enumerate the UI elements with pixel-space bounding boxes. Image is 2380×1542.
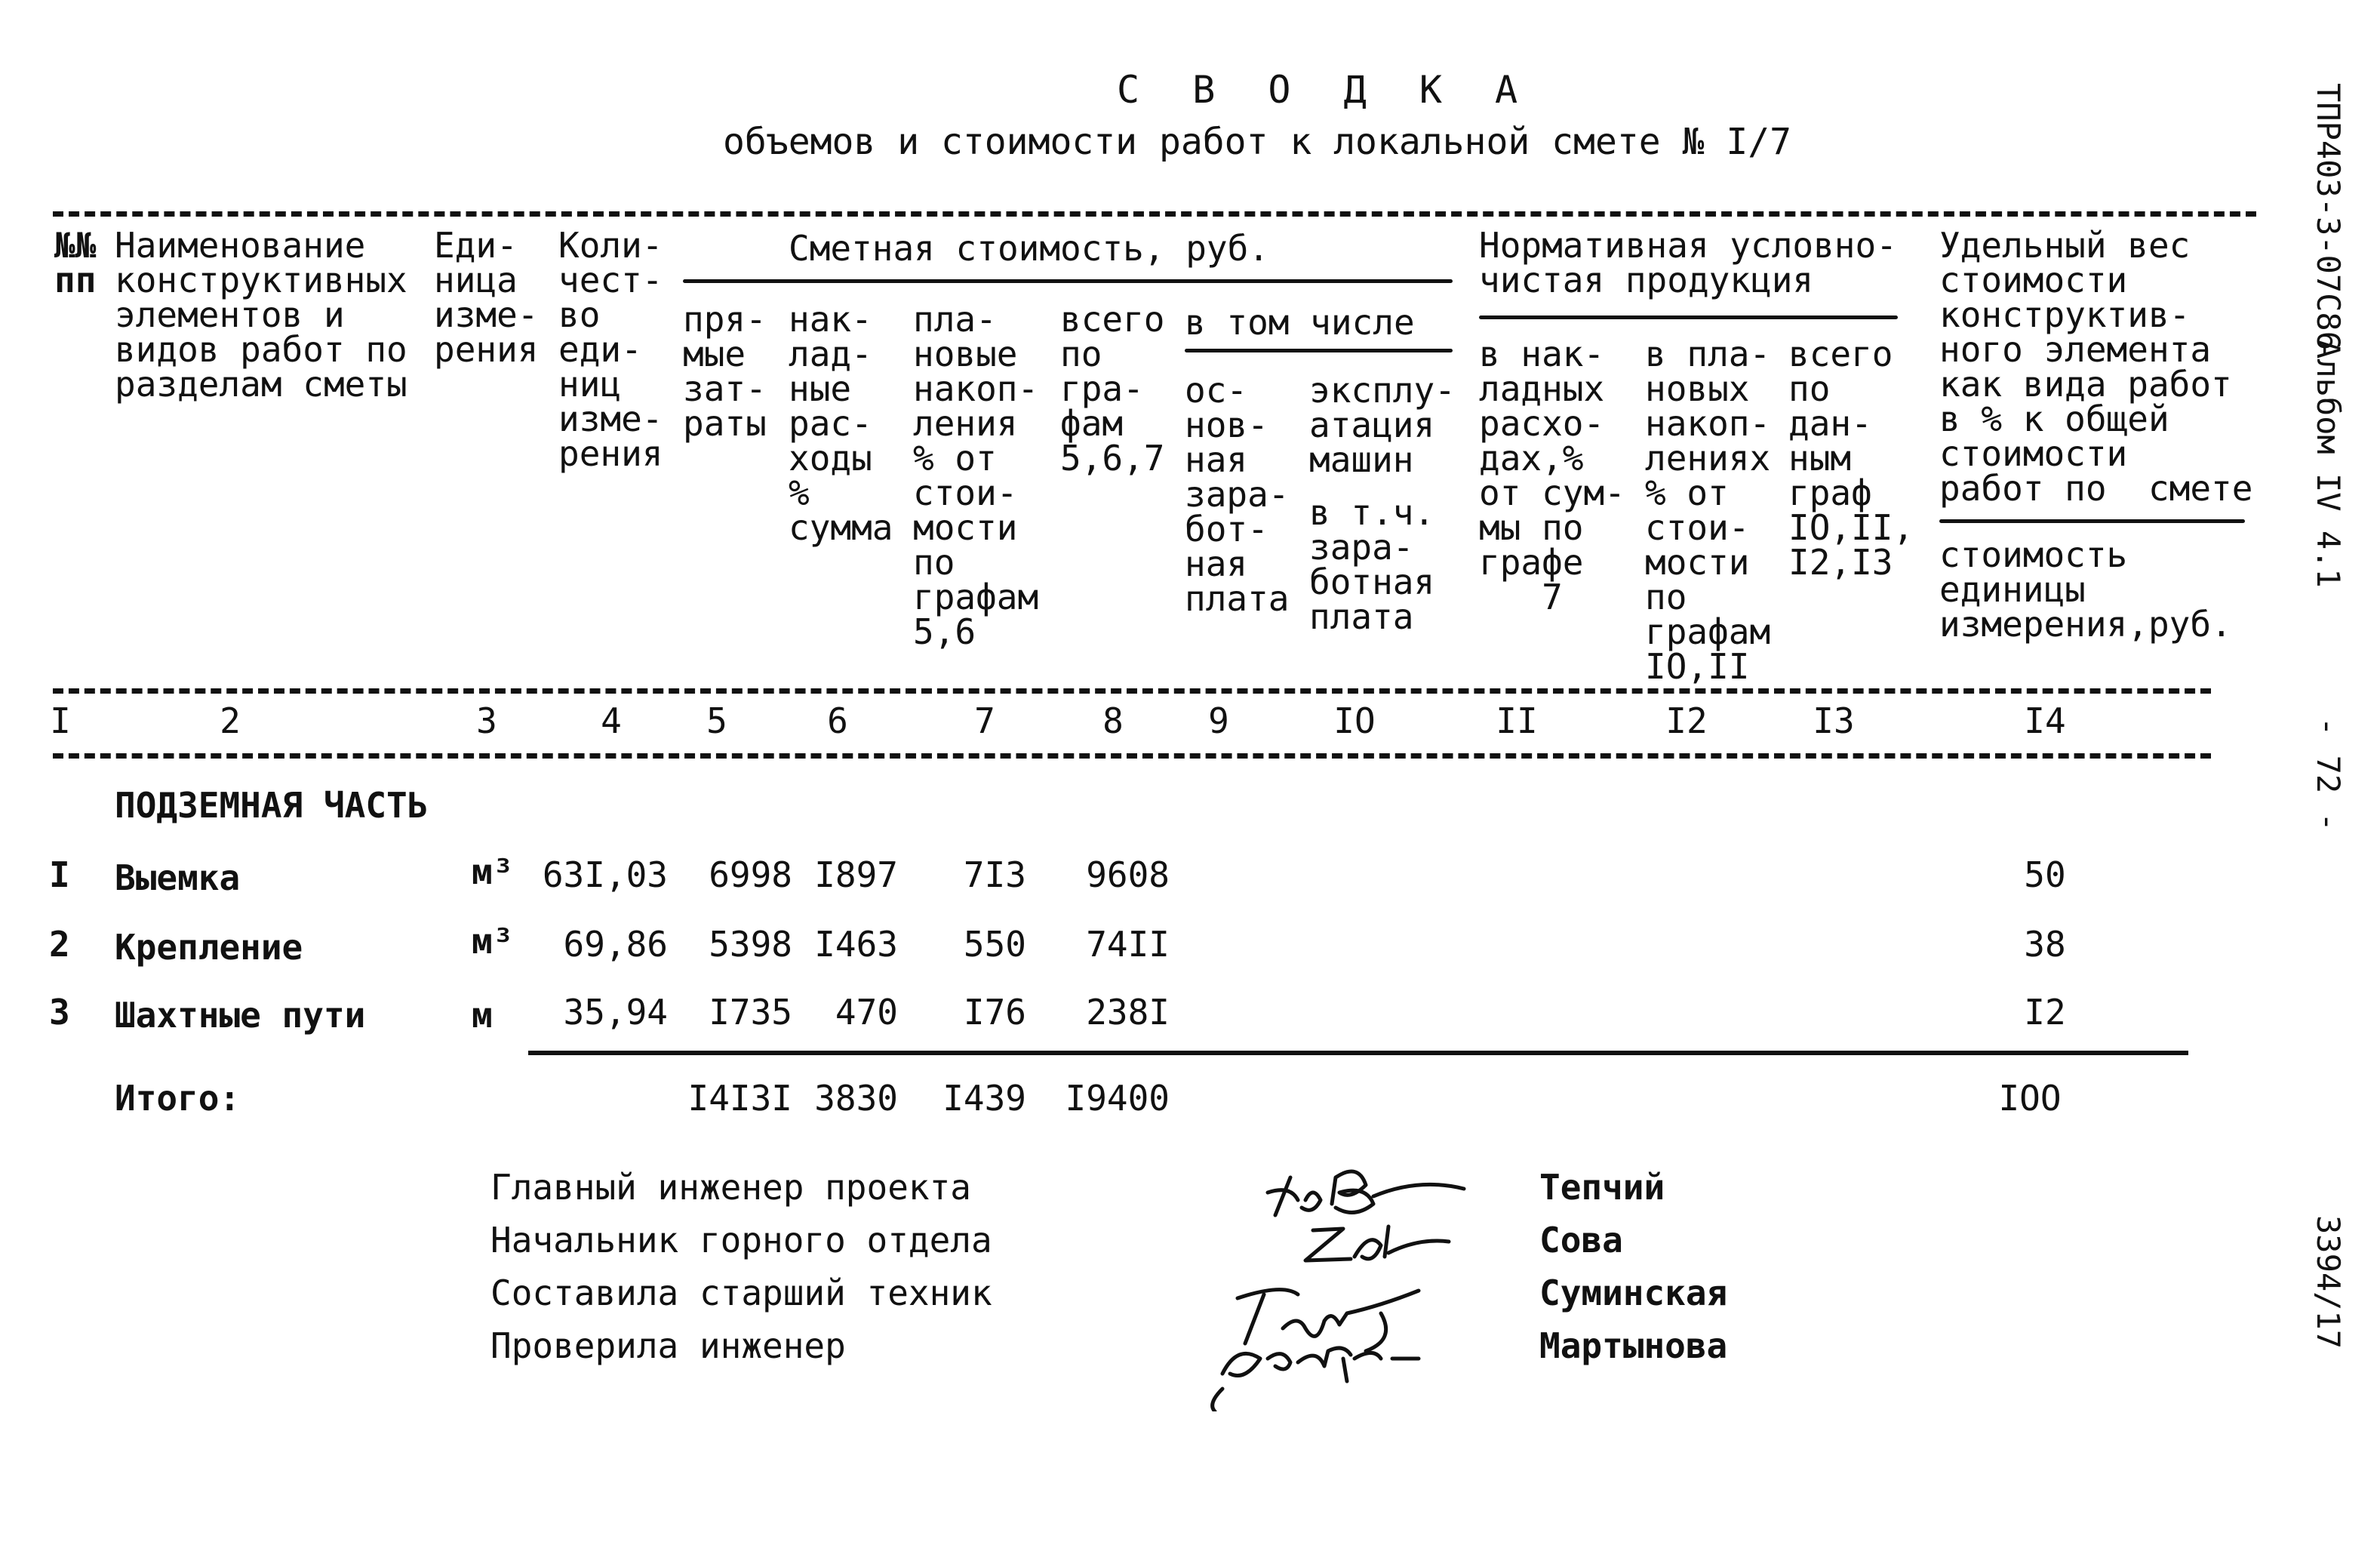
signature-name: Суминская [1539,1273,1728,1313]
row-direct-costs: 6998 [709,854,792,895]
row-direct-costs: I735 [709,992,792,1033]
totals-share: IOO [1998,1078,2062,1119]
header-col-direct-costs: пря- мые зат- раты [683,299,767,444]
totals-rule [528,1051,2188,1055]
column-number: I3 [1813,700,1855,741]
row-direct-costs: 5398 [709,924,792,965]
header-col-name: Наименование конструктивных элементов и видов работ по разделам сметы [115,225,407,405]
side-inventory-number: 3394/17 [2310,1215,2347,1350]
header-share-underline [1939,519,2245,523]
header-col-planned-savings: пла- новые накоп- ления % от стои- мости по графам 5,6 [913,299,1039,652]
header-col-basic-wages: ос- нов- ная зара- бот- ная плата [1185,370,1290,619]
document-subtitle: объемов и стоимости работ к локальной смете № I/7 [723,121,1792,163]
row-quantity: 35,94 [563,992,668,1033]
signature-name: Сова [1539,1220,1623,1260]
column-number: II [1496,700,1538,741]
column-number: 6 [827,700,848,741]
column-number: IO [1333,700,1376,741]
header-col-unit: Еди- ница изме- рения [434,225,539,370]
row-total-cost: 238I [1086,992,1170,1033]
column-numbers-bottom-rule [53,753,2211,759]
header-col-norm-total: всего по дан- ным граф IO,II, I2,I3 [1788,334,1914,583]
row-unit: м [472,995,493,1036]
signature-name: Мартынова [1539,1325,1728,1366]
column-number: 4 [601,700,622,741]
row-overhead: I463 [814,924,898,965]
row-quantity: 69,86 [563,924,668,965]
row-planned-savings: 550 [963,924,1026,965]
signature-role: Начальник горного отдела [490,1220,992,1260]
signature-role: Составила старший техник [490,1273,992,1313]
row-number: 2 [49,924,70,965]
row-name: Крепление [115,927,303,968]
header-group-including: в том числе [1185,302,1415,343]
header-group-normative-output: Нормативная условно- чистая продукция [1479,225,1897,300]
row-unit: м³ [472,921,514,962]
header-col-norm-overhead: в нак- ладных расхо- дах,% от сум- мы по графе 7 [1479,334,1625,617]
row-name: Выемка [115,857,241,898]
header-group-cost: Сметная стоимость, руб. [789,228,1269,269]
column-number: I2 [1665,700,1708,741]
table-top-rule [53,211,2256,217]
column-number: 7 [974,700,995,741]
header-normative-underline [1479,315,1898,319]
header-col-norm-planned: в пла- новых накоп- лениях % от стои- мости по графам IO,II [1645,334,1771,687]
row-quantity: 63I,03 [542,854,668,895]
row-share: I2 [2024,992,2066,1033]
column-number: I4 [2024,700,2066,741]
totals-direct-costs: I4I3I [687,1078,792,1119]
totals-planned-savings: I439 [942,1078,1026,1119]
row-name: Шахтные пути [115,995,366,1036]
row-planned-savings: 7I3 [963,854,1026,895]
signature-role: Главный инженер проекта [490,1167,971,1208]
header-col-share: Удельный вес стоимости конструктив- ного элемента как вида работ в % к общей стоимости работ по смете [1939,225,2253,509]
row-planned-savings: I76 [963,992,1026,1033]
totals-overhead: 3830 [814,1078,898,1119]
row-unit: м³ [472,851,514,892]
handwritten-signatures [1192,1132,1509,1411]
header-col-number: №№ пп [54,225,97,300]
column-number: I [50,700,71,741]
section-title: ПОДЗЕМНАЯ ЧАСТЬ [115,785,429,826]
column-numbers-top-rule [53,688,2211,694]
header-col-unit-cost: стоимость единицы измерения,руб. [1939,534,2232,645]
column-number: 5 [706,700,727,741]
row-number: I [49,854,70,895]
column-number: 8 [1102,700,1124,741]
header-col-machine-operation: эксплу- атация машин [1309,370,1456,480]
totals-total-cost: I9400 [1065,1078,1170,1119]
row-overhead: 470 [835,992,898,1033]
side-page-number: - 72 - [2310,717,2347,832]
header-col-total-cost: всего по гра- фам 5,6,7 [1060,299,1165,479]
totals-label: Итого: [115,1078,241,1119]
column-number: 3 [476,700,497,741]
signature-name: Тепчий [1539,1167,1665,1208]
side-album: Альбом IV 4.1 [2310,340,2347,588]
header-col-machine-wages: в т.ч. зара- ботная плата [1309,492,1435,637]
column-number: 2 [220,700,241,741]
row-share: 38 [2024,924,2066,965]
side-code: ТПР403-3-07С86 [2310,83,2347,351]
header-cost-underline [683,279,1453,283]
column-number: 9 [1208,700,1229,741]
row-share: 50 [2024,854,2066,895]
row-overhead: I897 [814,854,898,895]
row-total-cost: 74II [1086,924,1170,965]
header-col-overhead: нак- лад- ные рас- ходы % сумма [789,299,893,548]
header-col-quantity: Коли- чест- во еди- ниц изме- рения [558,225,663,474]
header-including-underline [1185,349,1453,352]
row-number: 3 [49,992,70,1033]
row-total-cost: 9608 [1086,854,1170,895]
signature-role: Проверила инженер [490,1325,846,1366]
document-title: С В О Д К А [1117,68,1533,112]
